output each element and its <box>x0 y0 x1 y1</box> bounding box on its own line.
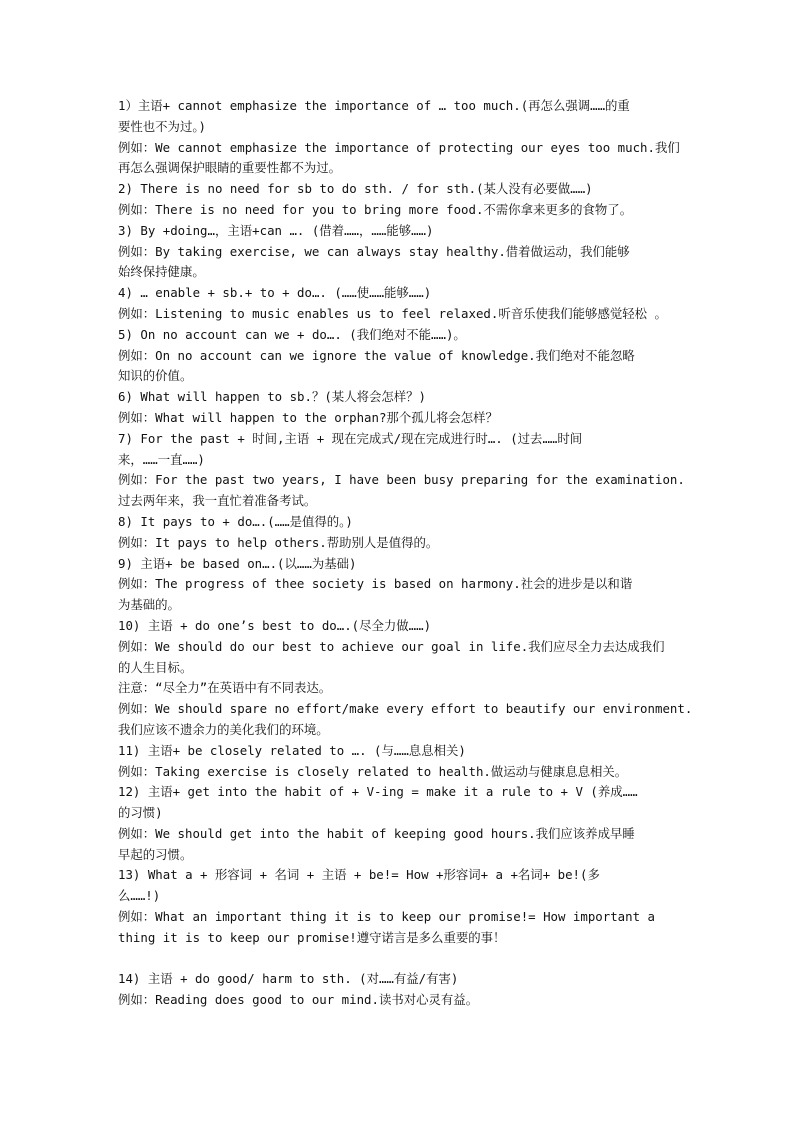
text-line: 始终保持健康。 <box>118 264 205 280</box>
text-line: 例如：Listening to music enables us to feel relaxed.听音乐使我们能够感觉轻松 。 <box>118 305 667 321</box>
text-line: 例如：We cannot emphasize the importance of protecting our eyes too much.我们 <box>118 139 680 155</box>
text-line: 4) … enable + sb.+ to + do…. (……使……能够……) <box>118 285 432 301</box>
text-line: thing it is to keep our promise!遵守诺言是多么重要的事！ <box>118 929 506 945</box>
text-line: 例如：What an important thing it is to keep our promise!= How important a <box>118 909 655 925</box>
text-line: 注意：“尽全力”在英语中有不同表达。 <box>118 680 332 696</box>
text-line: 例如：On no account can we ignore the value of knowledge.我们绝对不能忽略 <box>118 347 635 363</box>
text-line: 14) 主语 + do good/ harm to sth. (对……有益/有害) <box>118 971 459 987</box>
text-line: 例如：By taking exercise, we can always stay healthy.借着做运动，我们能够 <box>118 243 630 259</box>
text-line: 8) It pays to + do….(……是值得的。) <box>118 513 353 529</box>
text-line: 要性也不为过。) <box>118 118 206 134</box>
text-line: 知识的价值。 <box>118 368 193 384</box>
blank-line <box>118 949 692 970</box>
document-body <box>118 96 692 1011</box>
text-line: 6) What will happen to sb.？(某人将会怎样？) <box>118 389 426 405</box>
text-line: 例如：Taking exercise is closely related to health.做运动与健康息息相关。 <box>118 763 628 779</box>
text-line: 1）主语+ cannot emphasize the importance of … too much.(再怎么强调……的重 <box>118 98 630 113</box>
text-line: 早起的习惯。 <box>118 846 193 862</box>
text-line: 么……!) <box>118 888 161 904</box>
text-line: 例如：There is no need for you to bring more food.不需你拿来更多的食物了。 <box>118 201 633 217</box>
text-line: 例如：The progress of thee society is based on harmony.社会的进步是以和谐 <box>118 576 633 592</box>
text-line: 例如：It pays to help others.帮助别人是值得的。 <box>118 534 439 550</box>
text-line: 12) 主语+ get into the habit of + V-ing = make it a rule to + V (养成…… <box>118 784 638 800</box>
text-line: 例如：For the past two years, I have been busy preparing for the examination. <box>118 472 685 488</box>
text-line: 的人生目标。 <box>118 659 193 675</box>
text-line: 例如：We should get into the habit of keeping good hours.我们应该养成早睡 <box>118 825 635 841</box>
text-line: 再怎么强调保护眼睛的重要性都不为过。 <box>118 160 342 176</box>
text-line: 过去两年来，我一直忙着准备考试。 <box>118 493 317 509</box>
text-line: 9) 主语+ be based on….(以……为基础) <box>118 555 357 571</box>
text-line: 3) By +doing…，主语+can …. (借着……，……能够……) <box>118 222 434 238</box>
text-line: 例如：Reading does good to our mind.读书对心灵有益。 <box>118 992 479 1008</box>
text-line: 2) There is no need for sb to do sth. / for sth.(某人没有必要做……) <box>118 181 593 197</box>
text-line: 我们应该不遗余力的美化我们的环境。 <box>118 721 329 737</box>
text-line: 的习惯) <box>118 805 163 821</box>
text-line: 来，……一直……) <box>118 451 205 467</box>
text-line: 为基础的。 <box>118 597 180 613</box>
text-line: 例如：What will happen to the orphan?那个孤儿将会怎样？ <box>118 409 498 425</box>
text-line: 5) On no account can we + do…. (我们绝对不能……)。 <box>118 326 466 342</box>
text-line: 10) 主语 + do one’s best to do….(尽全力做……) <box>118 617 432 633</box>
text-line: 13) What a + 形容词 + 名词 + 主语 + be!= How +形容词+ a +名词+ be!(多 <box>118 867 600 883</box>
text-line: 例如：We should spare no effort/make every effort to beautify our environment. <box>118 701 692 717</box>
text-line: 7) For the past + 时间,主语 + 现在完成式/现在完成进行时…. (过去……时间 <box>118 430 583 446</box>
text-line: 11) 主语+ be closely related to …. (与……息息相关) <box>118 742 466 758</box>
text-line: 例如：We should do our best to achieve our goal in life.我们应尽全力去达成我们 <box>118 638 665 654</box>
